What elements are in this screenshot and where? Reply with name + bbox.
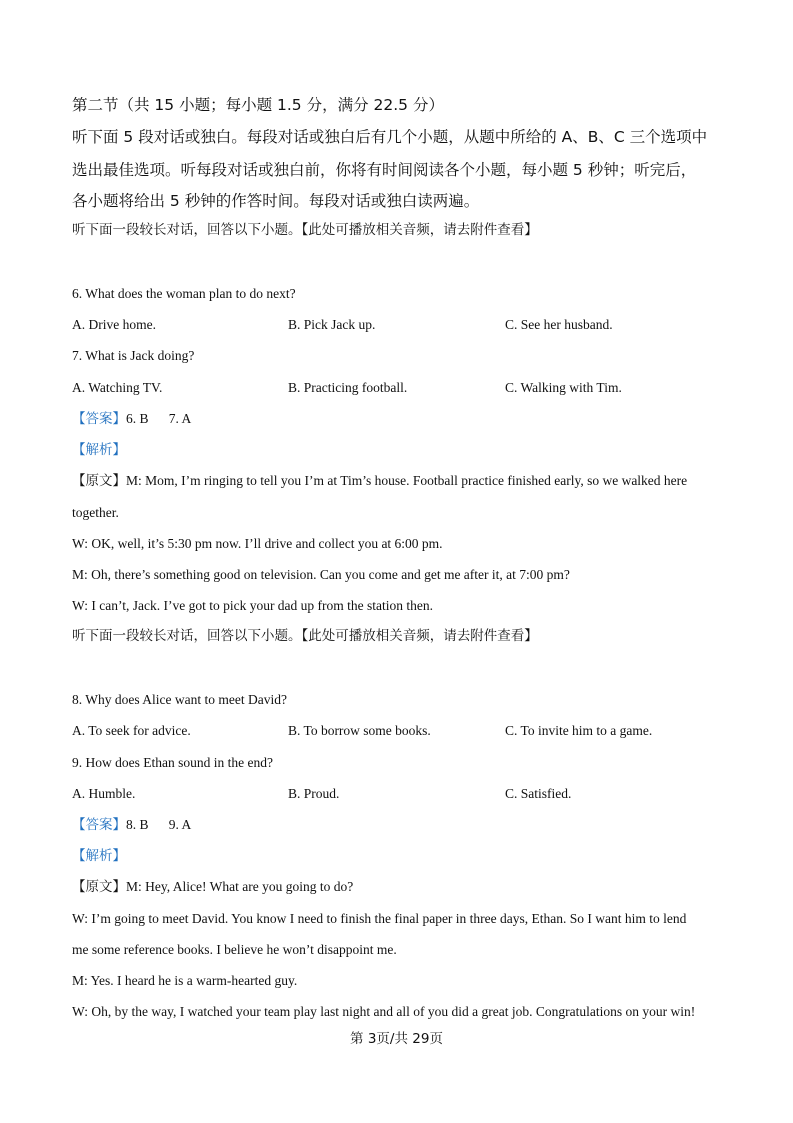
transcript-label: 【原文】 (72, 473, 126, 489)
analysis-row (72, 442, 126, 458)
instruction-line: 选出最佳选项。听每段对话或独白前，你将有时间阅读各个小题，每小题 5 秒钟；听完后， (72, 161, 697, 179)
answer-row (72, 411, 191, 427)
q9-option-a: A. Humble. (72, 786, 136, 801)
transcript-line: me some reference books. I believe he won’t disappoint me. (72, 942, 397, 957)
section-heading: 第二节（共 15 小题；每小题 1.5 分，满分 22.5 分） (72, 96, 444, 114)
transcript-text: M: Mom, I’m ringing to tell you I’m at Tim’s house. Football practice finished early, so we walked here (126, 473, 688, 488)
transcript-label: 【原文】 (72, 879, 126, 895)
q7-option-a: A. Watching TV. (72, 380, 163, 395)
answer-text: 6. B 7. A (126, 411, 192, 426)
question-6: 6. What does the woman plan to do next? (72, 286, 296, 301)
question-9: 9. How does Ethan sound in the end? (72, 755, 273, 770)
q7-option-b: B. Practicing football. (288, 380, 408, 395)
question-8: 8. Why does Alice want to meet David? (72, 692, 287, 707)
instruction-line: 听下面 5 段对话或独白。每段对话或独白后有几个小题，从题中所给的 A、B、C 三个选项中 (72, 128, 708, 146)
transcript-line: W: I can’t, Jack. I’ve got to pick your dad up from the station then. (72, 598, 434, 613)
q8-option-c: C. To invite him to a game. (505, 723, 653, 738)
transcript-line: M: Oh, there’s something good on television. Can you come and get me after it, at 7:00 pm? (72, 567, 570, 582)
transcript-line: W: I’m going to meet David. You know I need to finish the final paper in three days, Ethan. So I want him to lend (72, 911, 687, 926)
q6-option-c: C. See her husband. (505, 317, 613, 332)
answer-text: 8. B 9. A (126, 817, 192, 832)
q8-option-b: B. To borrow some books. (288, 723, 431, 738)
audio-prompt: 听下面一段较长对话，回答以下小题。【此处可播放相关音频，请去附件查看】 (72, 628, 538, 644)
q9-option-b: B. Proud. (288, 786, 340, 801)
q6-option-b: B. Pick Jack up. (288, 317, 376, 332)
transcript-line: W: Oh, by the way, I watched your team play last night and all of you did a great job. Congratulations on your win! (72, 1004, 696, 1019)
q9-option-c: C. Satisfied. (505, 786, 572, 801)
q6-option-a: A. Drive home. (72, 317, 156, 332)
page-number: 第 3页/共 29页 (350, 1031, 443, 1047)
transcript-text: M: Hey, Alice! What are you going to do? (126, 879, 354, 894)
q7-option-c: C. Walking with Tim. (505, 380, 622, 395)
answer-label: 【答案】 (72, 817, 126, 833)
analysis-label: 【解析】 (72, 442, 126, 458)
transcript-line: together. (72, 505, 119, 520)
transcript-line (72, 473, 723, 489)
analysis-label: 【解析】 (72, 848, 126, 864)
audio-prompt: 听下面一段较长对话，回答以下小题。【此处可播放相关音频，请去附件查看】 (72, 222, 538, 238)
transcript-line: M: Yes. I heard he is a warm-hearted guy. (72, 973, 298, 988)
question-7: 7. What is Jack doing? (72, 348, 195, 363)
answer-row (72, 817, 191, 833)
transcript-line: W: OK, well, it’s 5:30 pm now. I’ll drive and collect you at 6:00 pm. (72, 536, 443, 551)
analysis-row (72, 848, 126, 864)
transcript-line (72, 879, 353, 895)
q8-option-a: A. To seek for advice. (72, 723, 191, 738)
answer-label: 【答案】 (72, 411, 126, 427)
instruction-line: 各小题将给出 5 秒钟的作答时间。每段对话或独白读两遍。 (72, 192, 480, 210)
